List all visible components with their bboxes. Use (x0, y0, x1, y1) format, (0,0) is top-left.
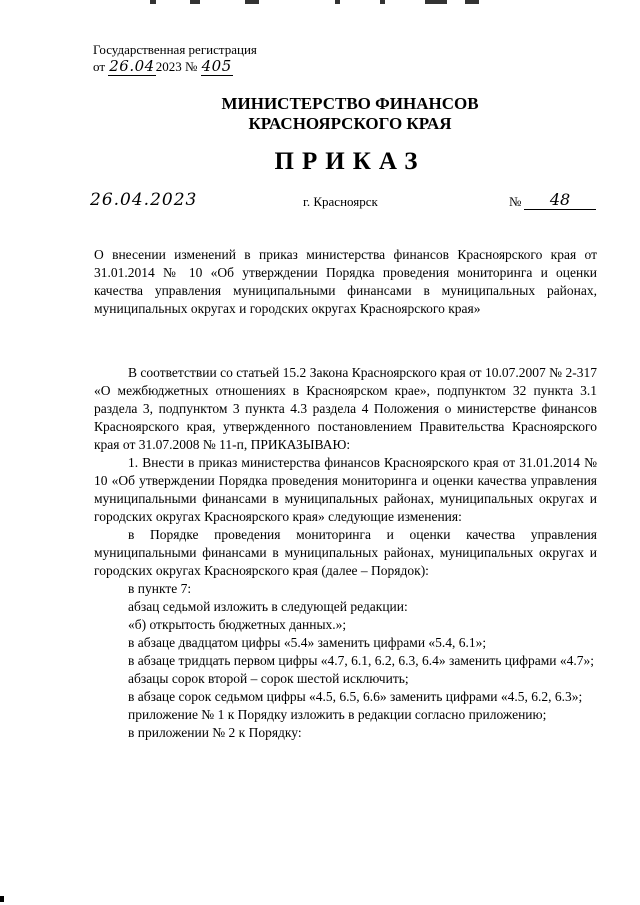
registration-no-label: № (184, 59, 198, 74)
paragraph-abzac-42-46: абзацы сорок второй – сорок шестой исключить; (128, 671, 409, 686)
registration-stamp (93, 42, 257, 75)
registration-year: 2023 (155, 59, 182, 74)
order-dateline (0, 190, 640, 216)
scan-artifacts (150, 0, 480, 8)
paragraph-clause-7: в пункте 7: (128, 581, 192, 596)
paragraph-abzac-31: в абзаце тридцать первом цифры «4.7, 6.1, 6.2, 6.3, 6.4» заменить цифрами «4.7»; (128, 653, 594, 668)
paragraph-abzac-20: в абзаце двадцатом цифры «5.4» заменить цифрами «5.4, 6.1»; (128, 635, 487, 650)
ministry-line-1: МИНИСТЕРСТВО ФИНАНСОВ (221, 94, 479, 113)
registration-number-handwritten: 405 (201, 57, 232, 75)
paragraph-abzac-47: в абзаце сорок седьмом цифры «4.5, 6.5, 6.6» заменить цифрами «4.5, 6.2, 6.3»; (128, 689, 583, 704)
paragraph-order-changes: в Порядке проведения мониторинга и оценки качества управления муниципальными финансами в муниципальных районах, муниципальных округах и городских округах Красноярского края (далее – Порядок): (94, 527, 597, 578)
paragraph-item-1: 1. Внести в приказ министерства финансов Красноярского края от 31.01.2014 № 10 «Об утверждении Порядка проведения мониторинга и оценки качества управления муниципальными финансами в муниципальных районах, муниципальных округах и городских округах Красноярского края» следующие изменения: (94, 455, 597, 524)
order-city: г. Красноярск (303, 194, 378, 209)
ministry-heading (200, 94, 500, 134)
order-body (94, 364, 597, 742)
order-subject: О внесении изменений в приказ министерства финансов Красноярского края от 31.01.2014 № 10 «Об утверждении Порядка проведения мониторинга и оценки качества управления муниципальными финансами в муниципальных районах, муниципальных округах и городских округах Красноярского края» (94, 247, 597, 316)
paragraph-preamble: В соответствии со статьей 15.2 Закона Красноярского края от 10.07.2007 № 2-317 «О межбюджетных отношениях в Красноярском крае», подпунктом 32 пункта 3.1 раздела 3, подпунктом 3 пункта 4.3 раздела 4 Положения о министерстве финансов Красноярского края, утвержденного постановлением Правительства Красноярского края от 31.07.2008 № 11-п, ПРИКАЗЫВАЮ: (94, 365, 597, 452)
registration-label: Государственная регистрация (93, 42, 257, 57)
scan-edge-mark (0, 896, 4, 902)
registration-date-handwritten: 26.04 (109, 57, 155, 75)
paragraph-abzac-7: абзац седьмой изложить в следующей редакции: (128, 599, 408, 614)
registration-from-label: от (93, 59, 106, 74)
ministry-line-2: КРАСНОЯРСКОГО КРАЯ (248, 114, 452, 133)
order-number-handwritten: 48 (524, 190, 596, 210)
document-title: ПРИКАЗ (274, 148, 426, 175)
order-date-handwritten: 26.04.2023 (90, 190, 198, 210)
order-number-label: № (509, 194, 522, 209)
paragraph-appendix-2: в приложении № 2 к Порядку: (128, 725, 302, 740)
paragraph-appendix-1: приложение № 1 к Порядку изложить в редакции согласно приложению; (128, 707, 547, 722)
paragraph-quote-b: «б) открытость бюджетных данных.»; (128, 617, 347, 632)
registration-line (93, 58, 257, 75)
